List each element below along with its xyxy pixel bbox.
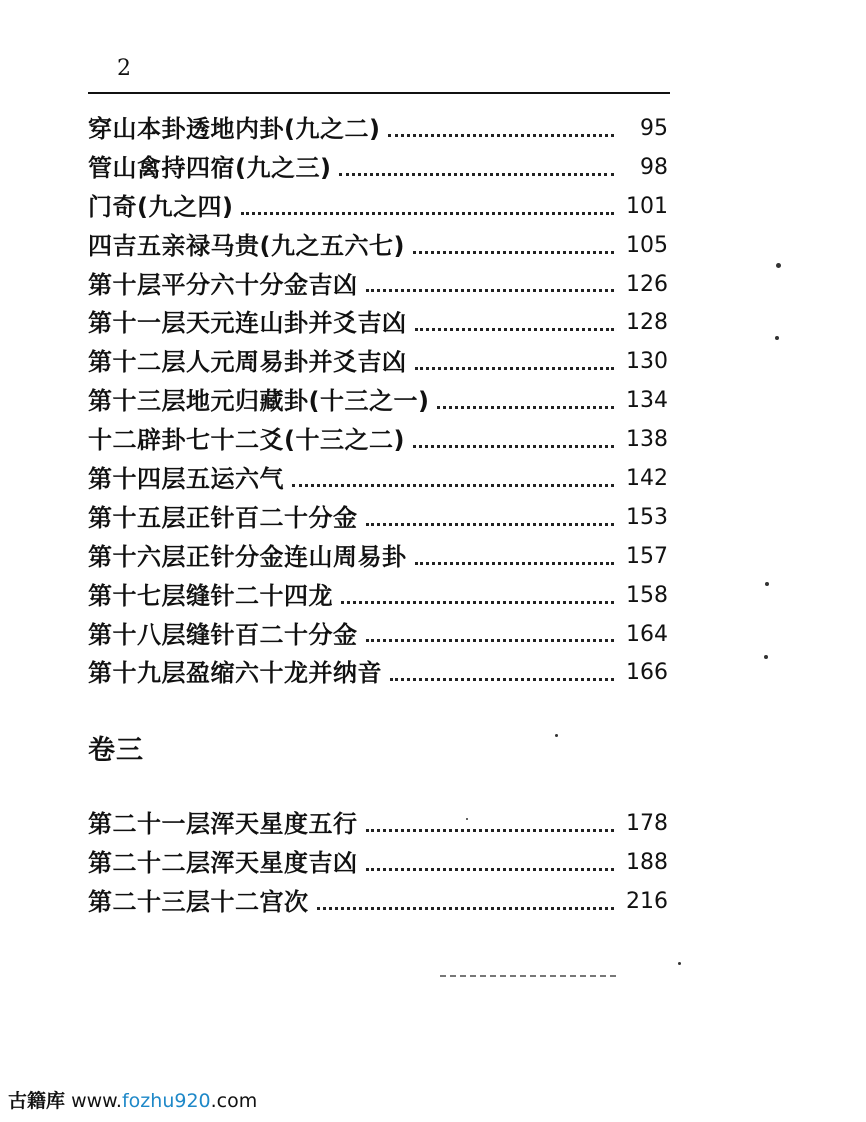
toc-entry[interactable] (88, 805, 668, 844)
toc-entry-page: 98 (640, 154, 668, 180)
watermark-url-accent: fozhu920 (121, 1090, 211, 1112)
toc-entry-page: 164 (626, 621, 668, 647)
toc-entry-title: 第二十一层浑天星度五行 (88, 809, 358, 838)
toc-entry[interactable] (88, 149, 668, 188)
toc-entry[interactable] (88, 188, 668, 227)
toc-entry[interactable] (88, 654, 668, 693)
toc-leader-dots (437, 406, 614, 409)
toc-entry-title: 第十八层缝针百二十分金 (88, 620, 358, 649)
toc-entry-title: 第二十二层浑天星度吉凶 (88, 848, 358, 877)
toc-entry-page: 101 (626, 193, 668, 219)
toc-entry-page: 128 (626, 310, 668, 336)
toc-entry-page: 138 (626, 427, 668, 453)
toc-entry[interactable] (88, 110, 668, 149)
toc-entry[interactable] (88, 844, 668, 883)
toc-entry[interactable] (88, 616, 668, 655)
footer-watermark (8, 1086, 257, 1113)
toc-entry-page: 158 (626, 582, 668, 608)
watermark-site-name: 古籍库 (8, 1090, 66, 1112)
toc-leader-dots (415, 328, 615, 331)
scan-speck (555, 734, 558, 737)
scan-speck (764, 655, 768, 659)
toc-leader-dots (317, 907, 615, 910)
toc-entry[interactable] (88, 304, 668, 343)
toc-leader-dots (390, 678, 614, 681)
toc-entry[interactable] (88, 227, 668, 266)
toc-leader-dots (339, 173, 614, 176)
toc-leader-dots (366, 523, 615, 526)
toc-entry-title: 第十二层人元周易卦并爻吉凶 (88, 348, 407, 377)
toc-entry-title: 第十四层五运六气 (88, 465, 284, 493)
toc-list-section-3 (88, 805, 668, 922)
scan-speck (765, 582, 769, 586)
scan-speck (776, 263, 781, 268)
section-heading: 卷三 (88, 735, 144, 766)
toc-entry[interactable] (88, 343, 668, 382)
toc-entry-title: 第十五层正针百二十分金 (88, 503, 358, 532)
toc-entry-page: 157 (626, 543, 668, 569)
watermark-url-suffix: .com (210, 1090, 258, 1112)
toc-entry-title: 第十一层天元连山卦并爻吉凶 (88, 309, 407, 338)
toc-leader-dots (341, 601, 614, 604)
toc-entry-title: 第二十三层十二宫次 (88, 887, 309, 916)
toc-leader-dots (415, 367, 615, 370)
toc-leader-dots (366, 639, 615, 642)
toc-leader-dots (366, 289, 615, 292)
toc-entry-title: 四吉五亲禄马贵(九之五六七) (88, 231, 405, 260)
toc-entry-title: 第十三层地元归藏卦(十三之一) (88, 387, 430, 416)
scan-smudge (440, 975, 616, 977)
toc-entry-title: 第十六层正针分金连山周易卦 (88, 542, 407, 571)
toc-entry-page: 134 (626, 388, 668, 414)
toc-leader-dots (413, 445, 614, 448)
scan-speck (775, 336, 779, 340)
watermark-url-prefix: www. (71, 1090, 122, 1112)
toc-entry-title: 门奇(九之四) (88, 192, 234, 221)
toc-entry-title: 管山禽持四宿(九之三) (88, 153, 332, 182)
toc-entry[interactable] (88, 460, 668, 499)
toc-entry-page: 188 (626, 849, 668, 875)
toc-entry-page: 178 (626, 810, 668, 836)
toc-entry-page: 95 (640, 115, 668, 141)
toc-leader-dots (415, 562, 615, 565)
toc-leader-dots (241, 212, 614, 215)
toc-entry[interactable] (88, 883, 668, 922)
toc-entry-page: 166 (626, 660, 668, 686)
toc-entry-page: 216 (626, 888, 668, 914)
toc-entry-title: 第十七层缝针二十四龙 (88, 581, 333, 610)
toc-entry-title: 穿山本卦透地内卦(九之二) (88, 114, 381, 143)
toc-entry-page: 105 (626, 232, 668, 258)
toc-leader-dots (366, 829, 615, 832)
toc-entry[interactable] (88, 577, 668, 616)
toc-entry[interactable] (88, 499, 668, 538)
toc-entry-page: 130 (626, 349, 668, 375)
toc-entry[interactable] (88, 421, 668, 460)
toc-entry-title: 第十层平分六十分金吉凶 (88, 270, 358, 299)
toc-leader-dots (366, 868, 615, 871)
scan-speck (466, 818, 468, 820)
toc-entry-title: 第十九层盈缩六十龙并纳音 (88, 659, 382, 688)
toc-entry-page: 126 (626, 271, 668, 297)
toc-entry[interactable] (88, 266, 668, 305)
header-rule (88, 92, 670, 94)
toc-leader-dots (413, 251, 614, 254)
toc-leader-dots (292, 484, 614, 487)
toc-entry-page: 142 (626, 466, 668, 491)
toc-list (88, 110, 668, 693)
toc-entry[interactable] (88, 382, 668, 421)
scan-speck (678, 962, 681, 965)
toc-leader-dots (388, 134, 614, 137)
toc-entry-title: 十二辟卦七十二爻(十三之二) (88, 426, 405, 455)
toc-entry[interactable] (88, 538, 668, 577)
toc-entry-page: 153 (626, 504, 668, 530)
page-number: 2 (117, 56, 131, 81)
